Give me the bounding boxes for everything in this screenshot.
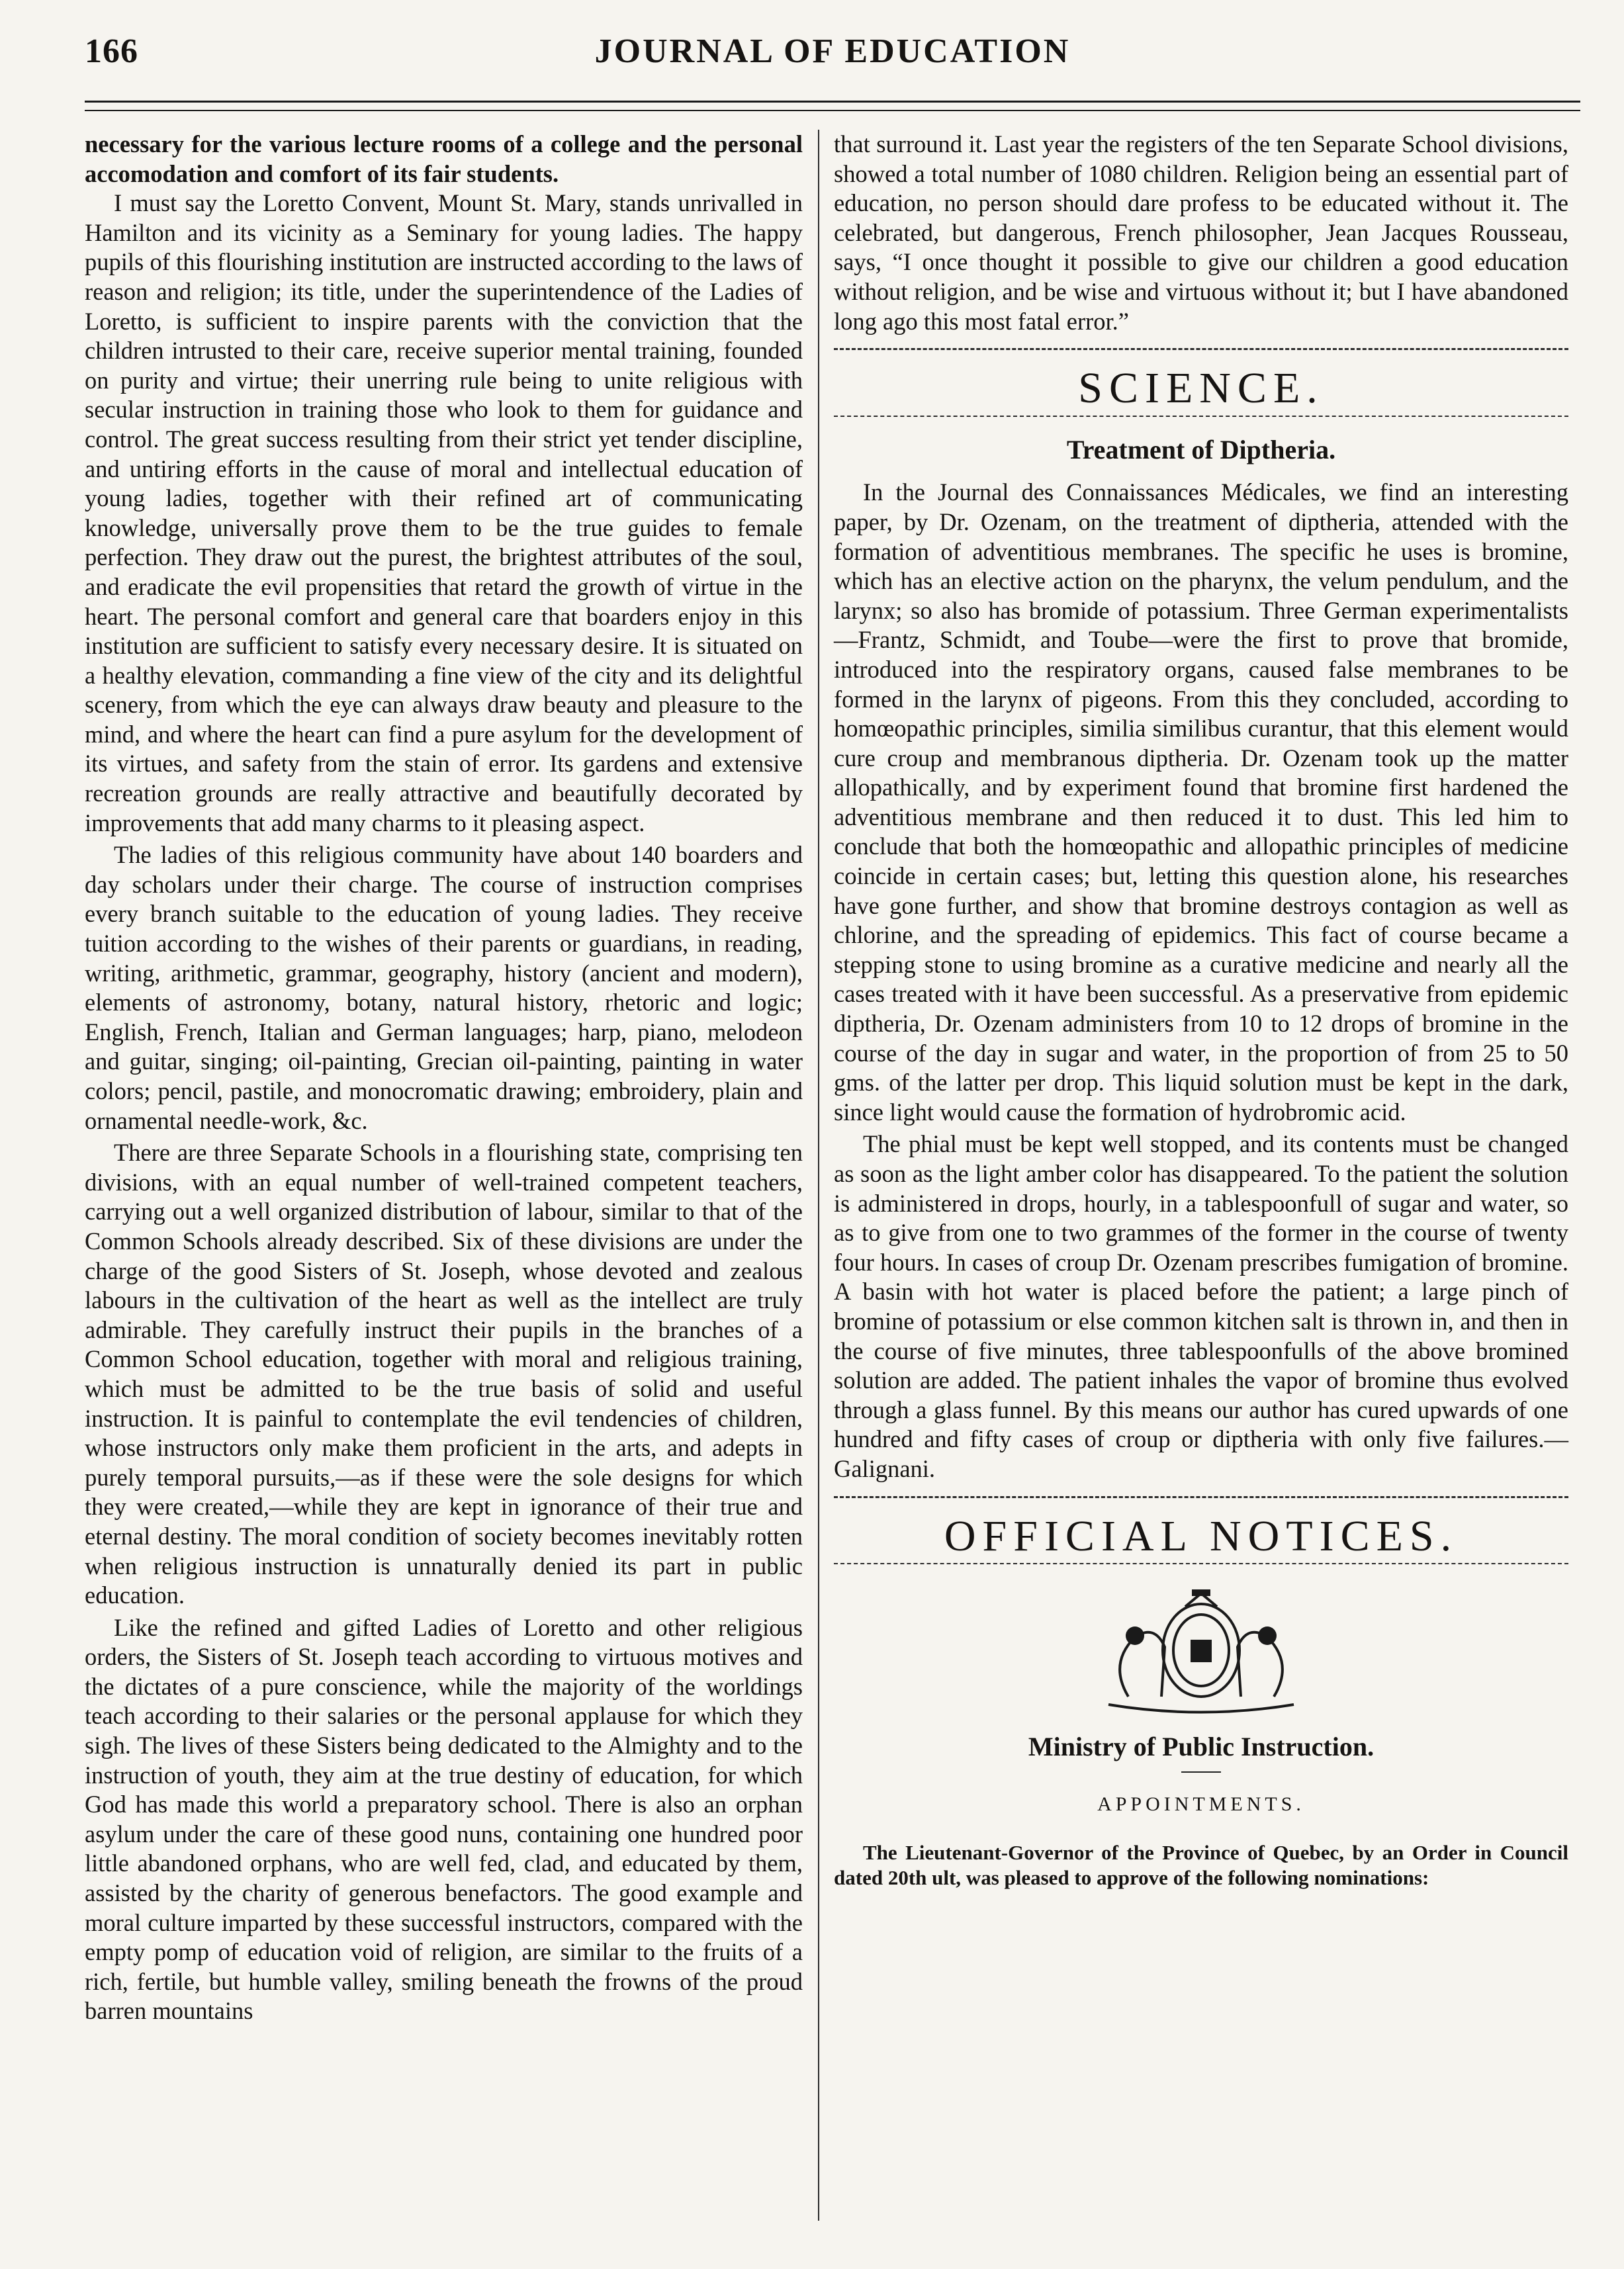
journal-title: JOURNAL OF EDUCATION [594, 32, 1071, 70]
page-number: 166 [85, 32, 138, 70]
section-divider [834, 348, 1568, 350]
right-column [834, 130, 1568, 1891]
short-rule [1181, 1771, 1221, 1773]
column-divider [818, 130, 819, 2221]
running-head [85, 24, 1580, 83]
appointments-heading: APPOINTMENTS. [1097, 1793, 1305, 1815]
paragraph: necessary for the various lecture rooms of a college and the personal accomodation and comfort of its fair students. [85, 130, 803, 187]
paragraph: Like the refined and gifted Ladies of Loretto and other religious orders, the Sisters of St. Joseph teach according to virtuous motives and the dictates of a pure conscience, while the majority of the worldings teach according to their salaries or the personal applause for which they sigh. The lives of these Sisters being dedicated to the Almighty and to the instruction of youth, they aim at the true destiny of education, for which God has made this world a preparatory school. There is also an orphan asylum under the care of these good nuns, containing one hundred poor little abandoned orphans, who are well fed, clad, and educated by them, assisted by the charity of generous benefactors. The good example and moral culture imparted by these successful instructors, compared with the empty pomp of education void of religion, are similar to the fruits of a rich, fertile, but humble valley, smiling beneath the frowns of the proud barren mountains [85, 1613, 803, 2025]
header-rule-double [85, 110, 1580, 111]
paragraph: In the Journal des Connaissances Médicales, we find an interesting paper, by Dr. Ozenam, on the treatment of diptheria, attended with the formation of adventitious membranes. The specific he uses is bromine, which has an elective action on the pharynx, the velum pendulum, and the larynx; so also has bromide of potassium. Three German experimentalists—Frantz, Schmidt, and Toube—were the first to prove that bromide, introduced into the respiratory organs, caused false membranes to be formed in the larynx of pigeons. From this they concluded, according to homœopathic principles, similia similibus curantur, that this element would cure croup and membranous diptheria. Dr. Ozenam took up the matter allopathically, and by experiment found that bromine first hardened the adventitious membrane and then reduced it to dust. This led him to conclude that both the homœopathic and allopathic principles of medicine coincide in certain cases; but, letting this question alone, his researches have gone further, and show that bromine destroys contagion as well as chlorine, and the spreading of epidemics. This fact of course became a stepping stone to using bromine as a curative medicine and nearly all the cases treated with it have been successful. As a preservative from epidemic diptheria, Dr. Ozenam administers from 10 to 12 drops of bromine in the course of the day in sugar and water, in the proportion of from 25 to 50 gms. of the latter per drop. This liquid solution must be kept in the dark, since light would cause the formation of hydrobromic acid. [834, 478, 1568, 1126]
header-rule [85, 101, 1580, 103]
paragraph: The ladies of this religious community have about 140 boarders and day scholars under their charge. The course of instruction comprises every branch suitable to the education of young ladies. They receive tuition according to the wishes of their parents or guardians, in reading, writing, arithmetic, grammar, geography, history (ancient and modern), elements of astronomy, botany, natural history, rhetoric and logic; English, French, Italian and German languages; harp, piano, melodeon and guitar, singing; oil-painting, Grecian oil-painting, painting in water colors; pencil, pastile, and monocromatic drawing; embroidery, plain and ornamental needle-work, &c. [85, 841, 803, 1134]
article-title: Treatment of Diptheria. [1066, 434, 1336, 465]
official-notices-heading: OFFICIAL NOTICES. [944, 1511, 1459, 1560]
section-divider [834, 416, 1568, 417]
paragraph: The phial must be kept well stopped, and its contents must be changed as soon as the light amber color has disappeared. To the patient the solution is administered in drops, hourly, in a tablespoonfull of sugar and water, so as to give from one to two grammes of the former in the course of twenty four hours. In cases of croup Dr. Ozenam prescribes fumigation of bromine. A basin with hot water is placed before the patient; a large pinch of bromine of potassium or else common kitchen salt is thrown in, and then in the course of five minutes, three tablespoonfulls of the above bromined solution are added. The patient inhales the vapor of bromine thus evolved through a glass funnel. By this means our author has cured upwards of one hundred and fifty cases of croup or diptheria with only five failures.—Galignani. [834, 1130, 1568, 1482]
notice-paragraph: The Lieutenant-Governor of the Province of Quebec, by an Order in Council dated 20th ult, was pleased to approve of the following nominations: [834, 1841, 1568, 1890]
left-column [85, 130, 803, 2026]
ministry-heading: Ministry of Public Instruction. [1028, 1732, 1375, 1762]
paragraph: There are three Separate Schools in a flourishing state, comprising ten divisions, with an equal number of well-trained competent teachers, carrying out a well organized distribution of labour, similar to that of the Common Schools already described. Six of these divisions are under the charge of the good Sisters of St. Joseph, whose devoted and zealous labours in the cultivation of the heart as well as the intellect are truly admirable. They carefully instruct their pupils in the branches of a Common School education, together with moral and religious training, which must be admitted to be the true basis of solid and useful instruction. It is painful to contemplate the evil tendencies of children, whose instructors only make them proficient in the arts, and adepts in purely temporal pursuits,—as if these were the sole designs for which they were created,—while they are kept in ignorance of their true and eternal destiny. The moral condition of society becomes inevitably rotten when religious instruction is unnaturally denied its part in public education. [85, 1139, 803, 1609]
section-divider [834, 1496, 1568, 1498]
science-heading: SCIENCE. [1078, 364, 1324, 413]
royal-coat-of-arms-icon [1029, 1584, 1373, 1716]
paragraph: I must say the Loretto Convent, Mount St. Mary, stands unrivalled in Hamilton and its vicinity as a Seminary for young ladies. The happy pupils of this flourishing institution are instructed according to the laws of reason and religion; its title, under the superintendence of the Ladies of Loretto, is sufficient to inspire parents with the conviction that the children intrusted to their care, receive superior mental training, founded on purity and virtue; their unerring rule being to unite religious with secular instruction in training those who look to them for guidance and control. The great success resulting from their strict yet tender discipline, and untiring efforts in the cause of moral and intellectual education of young ladies, together with their refined art of communicating knowledge, universally prove them to be the true guides to female perfection. They draw out the purest, the brightest attributes of the soul, and eradicate the evil propensities that retard the growth of virtue in the heart. The personal comfort and general care that boarders enjoy in this institution are sufficient to satisfy every necessary desire. It is situated on a healthy elevation, commanding a fine view of the city and its delightful scenery, from which the eye can always draw beauty and pleasure to the mind, and where the heart can find a pure asylum for the development of its virtues, and safety from the stain of error. Its gardens and extensive recreation grounds are really attractive and beautifully decorated by improvements that add many charms to it pleasing aspect. [85, 189, 803, 836]
section-divider [834, 1563, 1568, 1564]
paragraph: that surround it. Last year the registers of the ten Separate School divisions, showed a total number of 1080 children. Religion being an essential part of education, no person should dare profess to be educated without it. The celebrated, but dangerous, French philosopher, Jean Jacques Rousseau, says, “I once thought it possible to give our children a good education without religion, and be wise and virtuous without it; but I have abandoned long ago this most fatal error.” [834, 130, 1568, 335]
